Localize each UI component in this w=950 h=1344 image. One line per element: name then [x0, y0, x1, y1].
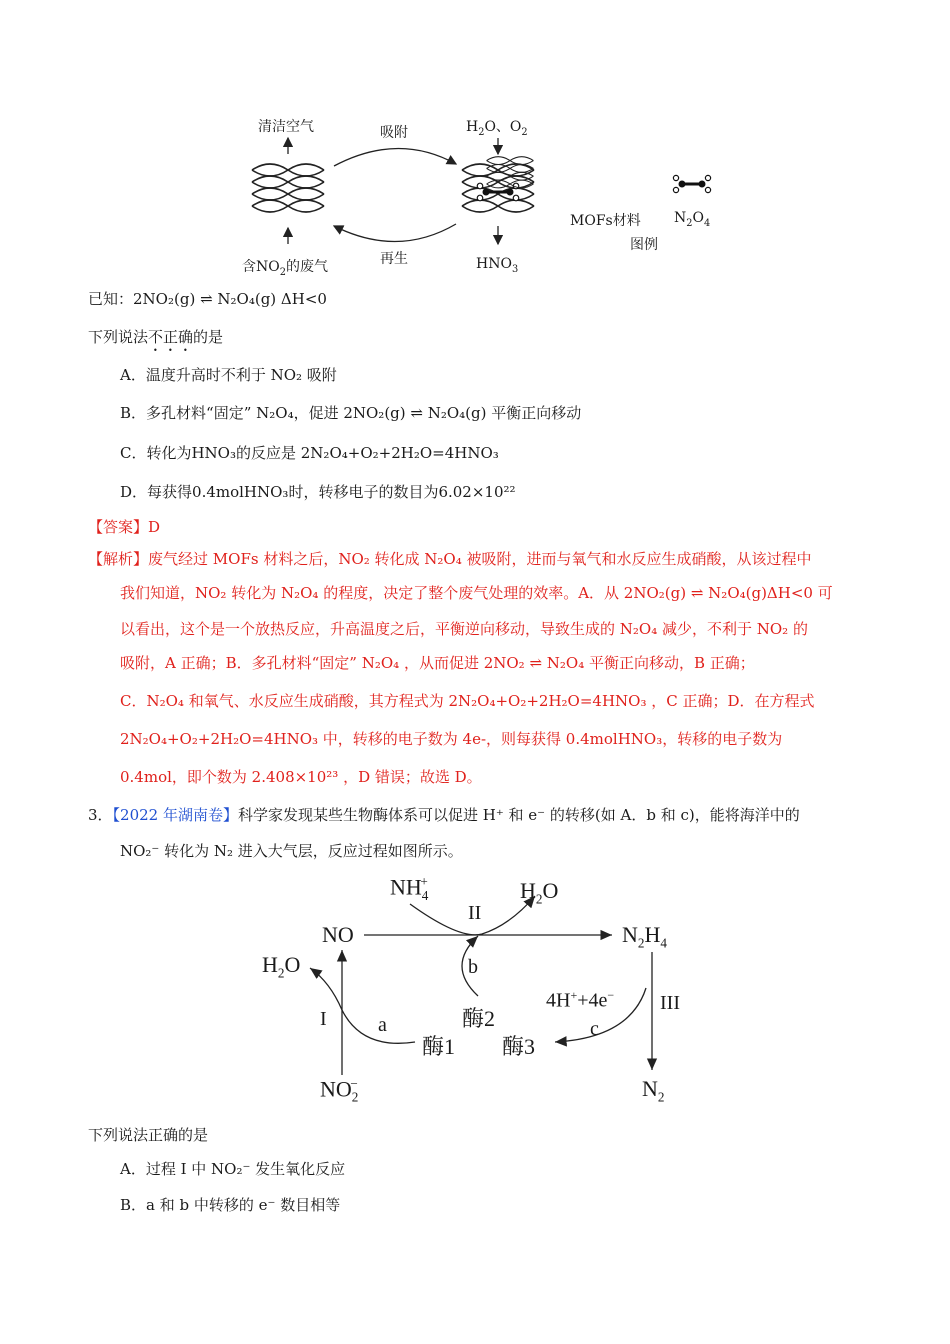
q2-option-c: C．转化为HNO₃的反应是 2N₂O₄+O₂+2H₂O=4HNO₃	[120, 444, 499, 462]
label-adsorb: 吸附	[380, 125, 408, 141]
label-n2h4: $N_2H_4$	[622, 922, 667, 951]
q3-option-a: A．过程 Ⅰ 中 NO₂⁻ 发生氧化反应	[120, 1160, 346, 1178]
label-regen: 再生	[380, 251, 408, 267]
q2-analysis-2: 我们知道，NO₂ 转化为 N₂O₄ 的程度，决定了整个废气处理的效率。A．从 2NO₂(g) ⇌ N₂O₄(g)ΔH<0 可	[120, 584, 833, 602]
label-a: a	[378, 1014, 387, 1036]
q2-analysis-4: 吸附，A 正确；B．多孔材料“固定” N₂O₄ ，从而促进 2NO₂ ⇌ N₂O₄ 平衡正向移动，B 正确；	[120, 654, 755, 672]
label-h2o-left: $H_2O$	[262, 952, 301, 981]
q2-analysis-3: 以看出，这个是一个放热反应，升高温度之后，平衡逆向移动，导致生成的 N₂O₄ 减少，不利于 NO₂ 的	[120, 620, 808, 638]
label-clean-air: 清洁空气	[258, 119, 314, 135]
label-no: NO	[322, 922, 354, 947]
label-step-iii: III	[660, 992, 680, 1014]
q3-question: 下列说法正确的是	[88, 1126, 209, 1144]
label-b: b	[468, 956, 478, 978]
legend-title: 图例	[630, 237, 658, 253]
label-step-i: I	[320, 1008, 327, 1030]
label-step-ii: II	[468, 902, 482, 924]
q3-option-b: B．a 和 b 中转移的 e⁻ 数目相等	[120, 1196, 341, 1214]
q2-option-b: B．多孔材料“固定” N₂O₄，促进 2NO₂(g) ⇌ N₂O₄(g) 平衡正向移动	[120, 404, 582, 422]
q2-analysis-1: 【解析】废气经过 MOFs 材料之后，NO₂ 转化成 N₂O₄ 被吸附，进而与氧气和水反应生成硝酸，从该过程中	[88, 550, 812, 568]
label-enzyme3: 酶3	[502, 1034, 536, 1059]
q2-analysis-7: 0.4mol，即个数为 2.408×10²³ ，D 错误；故选 D。	[120, 768, 482, 786]
label-h2o-top: $H_2O$	[520, 878, 559, 907]
label-nh4: $NH_4^+$	[390, 874, 429, 903]
label-enzyme1: 酶1	[422, 1034, 456, 1059]
q3-stem-2: NO₂⁻ 转化为 N₂ 进入大气层，反应过程如图所示。	[120, 842, 463, 860]
figure-enzyme-process	[250, 870, 700, 1110]
legend-n2o4-icon	[673, 175, 710, 192]
q2-option-a: A．温度升高时不利于 NO₂ 吸附	[120, 366, 337, 384]
known-line: 已知：2NO₂(g) ⇌ N₂O₄(g) ΔH<0	[88, 290, 327, 308]
mofs-left-icon	[252, 164, 324, 212]
label-no2-minus: $NO_2^-$	[320, 1076, 359, 1105]
q2-answer: 【答案】D	[88, 518, 161, 536]
arrow-adsorb	[334, 148, 456, 166]
q2-analysis-5: C．N₂O₄ 和氧气、水反应生成硝酸，其方程式为 2N₂O₄+O₂+2H₂O=4HNO₃ ，C 正确；D．在方程式	[120, 692, 815, 710]
legend-n2o4-label: $N_2O_4$	[674, 210, 711, 229]
label-c: c	[590, 1018, 599, 1040]
q2-option-d: D．每获得0.4molHNO₃时，转移电子的数目为6.02×10²²	[120, 483, 516, 501]
label-hno3: $HNO_3$	[476, 256, 519, 275]
legend-mofs-label: MOFs材料	[570, 213, 641, 229]
label-h2o-o2: $H_2O$、$O_2$	[466, 119, 528, 138]
label-h-e: 4H++4e−	[546, 988, 615, 1012]
arrow-a	[310, 968, 415, 1043]
q2-stem: 下列说法不正确的是	[88, 328, 224, 346]
q3-stem-1: 3．【2022 年湖南卷】科学家发现某些生物酶体系可以促进 H⁺ 和 e⁻ 的转移(如 A．b 和 c)，能将海洋中的	[88, 806, 800, 824]
arrow-regen	[334, 224, 456, 242]
label-n2: $N_2$	[642, 1076, 665, 1105]
q2-analysis-6: 2N₂O₄+O₂+2H₂O=4HNO₃ 中，转移的电子数为 4e-，则每获得 0.4molHNO₃，转移的电子数为	[120, 730, 783, 748]
label-waste-gas: 含$NO_2$的废气	[242, 259, 328, 278]
figure-mofs	[230, 108, 730, 288]
label-enzyme2: 酶2	[462, 1006, 496, 1031]
